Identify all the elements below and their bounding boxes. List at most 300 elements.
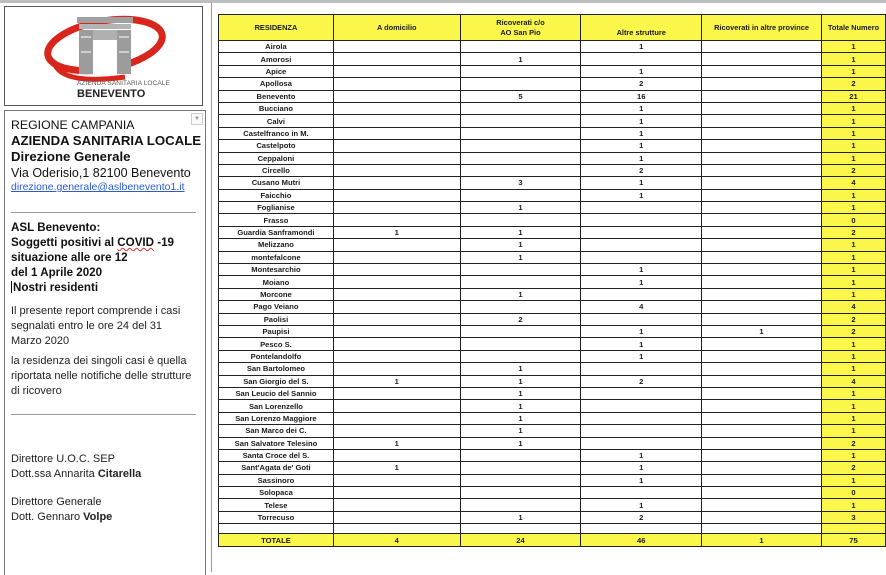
cell-ao-san-pio: 1: [460, 425, 581, 437]
table-row: [219, 239, 886, 251]
cell-altre-strutture: 16: [581, 90, 702, 102]
table-row: [219, 202, 886, 214]
report-title-line4: del 1 Aprile 2020: [11, 266, 103, 279]
cell-domicilio: 1: [333, 226, 460, 238]
cell-domicilio: [333, 276, 460, 288]
total-altre-strutture: 46: [581, 534, 702, 547]
cell-altre-province: [702, 189, 822, 201]
cell-ao-san-pio: [460, 152, 581, 164]
cell-residenza: Guardia Sanframondi: [219, 226, 334, 238]
cell-domicilio: [333, 177, 460, 189]
cell-altre-province: [702, 425, 822, 437]
cell-altre-strutture: 1: [581, 276, 702, 288]
panel-divider: [211, 3, 212, 572]
cell-altre-province: [702, 264, 822, 276]
cell-altre-province: [702, 177, 822, 189]
cell-altre-strutture: [581, 53, 702, 65]
total-totale: 75: [822, 534, 886, 547]
cell-altre-province: [702, 338, 822, 350]
cell-ao-san-pio: [460, 338, 581, 350]
cell-altre-province: [702, 462, 822, 474]
table-row: [219, 462, 886, 474]
table-row: [219, 387, 886, 399]
cell-domicilio: [333, 313, 460, 325]
cell-altre-strutture: [581, 288, 702, 300]
logo-text-line2: BENEVENTO: [77, 88, 146, 100]
cell-altre-province: [702, 437, 822, 449]
cell-totale: 1: [822, 202, 886, 214]
cell-altre-strutture: 1: [581, 325, 702, 337]
cell-totale: 2: [822, 313, 886, 325]
cell-residenza: San Lorenzo Maggiore: [219, 412, 334, 424]
table-row: [219, 363, 886, 375]
cell-domicilio: [333, 214, 460, 226]
cell-altre-province: [702, 102, 822, 114]
table-row: [219, 65, 886, 77]
cell-altre-province: [702, 127, 822, 139]
cell-totale: 1: [822, 499, 886, 511]
cell-totale: 1: [822, 140, 886, 152]
table-row: [219, 499, 886, 511]
cell-ao-san-pio: 1: [460, 437, 581, 449]
cell-altre-province: [702, 400, 822, 412]
cell-residenza: Amorosi: [219, 53, 334, 65]
agency-name: AZIENDA SANITARIA LOCALE: [11, 133, 201, 148]
cell-domicilio: [333, 164, 460, 176]
cell-altre-strutture: 1: [581, 462, 702, 474]
cell-ao-san-pio: [460, 65, 581, 77]
cell-altre-strutture: 2: [581, 375, 702, 387]
table-row-blank: [219, 524, 886, 534]
cell-ao-san-pio: 5: [460, 90, 581, 102]
signature-surname: Citarella: [97, 468, 142, 480]
empty-cell: [333, 524, 460, 534]
signature-dg: [11, 495, 206, 525]
cell-altre-strutture: 1: [581, 264, 702, 276]
cell-ao-san-pio: 1: [460, 511, 581, 523]
cell-ao-san-pio: [460, 189, 581, 201]
col-header-ao-san-pio-line1: Ricoverati c/o: [496, 17, 545, 27]
cell-residenza: Paupisi: [219, 325, 334, 337]
cell-altre-strutture: 1: [581, 65, 702, 77]
cell-residenza: Telese: [219, 499, 334, 511]
table-row: [219, 487, 886, 499]
table-row: [219, 425, 886, 437]
total-domicilio: 4: [333, 534, 460, 547]
table-row: [219, 474, 886, 486]
cell-altre-province: [702, 487, 822, 499]
empty-cell: [581, 524, 702, 534]
cell-altre-strutture: [581, 214, 702, 226]
cell-residenza: Santa Croce del S.: [219, 449, 334, 461]
cell-altre-strutture: [581, 202, 702, 214]
table-row: [219, 115, 886, 127]
cell-ao-san-pio: 1: [460, 400, 581, 412]
cell-domicilio: [333, 90, 460, 102]
cell-totale: 2: [822, 325, 886, 337]
cell-domicilio: [333, 301, 460, 313]
cell-residenza: San Marco dei C.: [219, 425, 334, 437]
cell-residenza: Paolisi: [219, 313, 334, 325]
cell-domicilio: [333, 78, 460, 90]
cell-totale: 1: [822, 65, 886, 77]
left-panel: [0, 3, 210, 572]
cell-altre-province: [702, 115, 822, 127]
divider: [11, 414, 196, 415]
cell-altre-province: [702, 214, 822, 226]
table-row: [219, 78, 886, 90]
report-title-residents: Nostri residenti: [13, 281, 99, 294]
cell-altre-province: [702, 276, 822, 288]
cell-domicilio: [333, 65, 460, 77]
cell-residenza: Apice: [219, 65, 334, 77]
cell-altre-strutture: [581, 437, 702, 449]
agency-address: Via Oderisio,1 82100 Benevento: [11, 166, 191, 180]
cell-altre-strutture: 2: [581, 511, 702, 523]
table-row: [219, 511, 886, 523]
cell-residenza: Torrecuso: [219, 511, 334, 523]
table-body: [219, 41, 886, 547]
cell-domicilio: [333, 338, 460, 350]
cell-domicilio: [333, 152, 460, 164]
cell-altre-province: [702, 226, 822, 238]
cell-altre-strutture: 2: [581, 78, 702, 90]
cell-ao-san-pio: [460, 449, 581, 461]
table-header-row: [219, 15, 886, 41]
empty-cell: [219, 524, 334, 534]
cell-residenza: Benevento: [219, 90, 334, 102]
report-title-covid: COVID: [117, 236, 155, 249]
cell-altre-strutture: [581, 425, 702, 437]
agency-header: [11, 117, 201, 194]
cell-altre-province: [702, 313, 822, 325]
cell-ao-san-pio: [460, 325, 581, 337]
cell-altre-strutture: [581, 239, 702, 251]
cell-ao-san-pio: 1: [460, 226, 581, 238]
arch-icon: [77, 17, 133, 74]
cell-altre-strutture: [581, 251, 702, 263]
cell-ao-san-pio: [460, 301, 581, 313]
cell-residenza: San Salvatore Telesino: [219, 437, 334, 449]
report-title-line1: ASL Benevento:: [11, 221, 101, 234]
cell-domicilio: [333, 202, 460, 214]
cell-altre-strutture: 1: [581, 449, 702, 461]
table-row: [219, 189, 886, 201]
table-row: [219, 288, 886, 300]
table-row: [219, 102, 886, 114]
cell-residenza: Ceppaloni: [219, 152, 334, 164]
cell-altre-strutture: 2: [581, 164, 702, 176]
cell-totale: 2: [822, 462, 886, 474]
signature-role-dg: Direttore Generale: [11, 496, 102, 508]
cell-ao-san-pio: [460, 474, 581, 486]
cell-domicilio: [333, 363, 460, 375]
table-row: [219, 90, 886, 102]
cell-altre-strutture: 4: [581, 301, 702, 313]
cell-altre-province: [702, 449, 822, 461]
cell-totale: 1: [822, 474, 886, 486]
cell-ao-san-pio: [460, 499, 581, 511]
cell-ao-san-pio: [460, 115, 581, 127]
cell-altre-strutture: 1: [581, 140, 702, 152]
cell-altre-strutture: 1: [581, 189, 702, 201]
cell-altre-strutture: [581, 487, 702, 499]
cell-domicilio: [333, 189, 460, 201]
cell-totale: 2: [822, 437, 886, 449]
table-row: [219, 251, 886, 263]
cell-domicilio: 1: [333, 375, 460, 387]
cell-residenza: Calvi: [219, 115, 334, 127]
asl-logo: [4, 6, 203, 106]
cell-domicilio: [333, 474, 460, 486]
cell-ao-san-pio: [460, 78, 581, 90]
cell-totale: 1: [822, 251, 886, 263]
cell-altre-strutture: 1: [581, 177, 702, 189]
cell-ao-san-pio: 2: [460, 313, 581, 325]
cell-residenza: San Leucio del Sannio: [219, 387, 334, 399]
report-title-line2: [11, 235, 206, 250]
cell-domicilio: [333, 387, 460, 399]
total-altre-province: 1: [702, 534, 822, 547]
cell-residenza: Pesco S.: [219, 338, 334, 350]
cell-ao-san-pio: [460, 127, 581, 139]
cell-altre-strutture: 1: [581, 102, 702, 114]
cell-ao-san-pio: [460, 487, 581, 499]
cell-ao-san-pio: 1: [460, 375, 581, 387]
info-text-box: [4, 110, 206, 575]
cell-totale: 1: [822, 102, 886, 114]
cell-altre-province: [702, 511, 822, 523]
table-row: [219, 313, 886, 325]
table-row: [219, 437, 886, 449]
cell-altre-province: [702, 90, 822, 102]
cell-totale: 1: [822, 425, 886, 437]
cell-altre-strutture: 1: [581, 127, 702, 139]
cell-domicilio: [333, 41, 460, 53]
report-title-number: -19: [154, 236, 174, 249]
cell-ao-san-pio: [460, 214, 581, 226]
cell-altre-province: [702, 164, 822, 176]
table-row: [219, 375, 886, 387]
divider: [11, 212, 196, 213]
table-row: [219, 177, 886, 189]
cell-ao-san-pio: [460, 41, 581, 53]
cell-domicilio: [333, 264, 460, 276]
table-row: [219, 301, 886, 313]
cell-ao-san-pio: [460, 350, 581, 362]
cell-residenza: montefalcone: [219, 251, 334, 263]
cell-residenza: Castelpoto: [219, 140, 334, 152]
table-row: [219, 264, 886, 276]
cell-domicilio: [333, 53, 460, 65]
cell-altre-province: [702, 78, 822, 90]
col-header-domicilio: A domicilio: [333, 15, 460, 41]
cell-residenza: Moiano: [219, 276, 334, 288]
cell-altre-province: [702, 301, 822, 313]
cell-residenza: Montesarchio: [219, 264, 334, 276]
cell-altre-province: [702, 412, 822, 424]
cell-residenza: Bucciano: [219, 102, 334, 114]
signature-name-sep: [11, 467, 206, 482]
cell-totale: 4: [822, 301, 886, 313]
cell-residenza: Castelfranco in M.: [219, 127, 334, 139]
cell-domicilio: [333, 325, 460, 337]
report-note-period: Il presente report comprende i casi segnalati entro le ore 24 del 31 Marzo 2020: [11, 305, 181, 347]
cell-residenza: San Giorgio del S.: [219, 375, 334, 387]
cell-totale: 4: [822, 177, 886, 189]
cell-ao-san-pio: 3: [460, 177, 581, 189]
cell-altre-strutture: 1: [581, 115, 702, 127]
cell-domicilio: [333, 140, 460, 152]
cell-totale: 1: [822, 350, 886, 362]
cell-domicilio: [333, 350, 460, 362]
cell-domicilio: [333, 102, 460, 114]
cell-residenza: Pontelandolfo: [219, 350, 334, 362]
cell-altre-strutture: 1: [581, 41, 702, 53]
cell-totale: 1: [822, 264, 886, 276]
cell-ao-san-pio: 1: [460, 387, 581, 399]
cell-domicilio: [333, 400, 460, 412]
cell-totale: 1: [822, 288, 886, 300]
cell-residenza: Faicchio: [219, 189, 334, 201]
table-total-row: [219, 534, 886, 547]
cell-altre-strutture: [581, 313, 702, 325]
cell-altre-province: [702, 53, 822, 65]
empty-cell: [702, 524, 822, 534]
cell-totale: 1: [822, 189, 886, 201]
cell-ao-san-pio: 1: [460, 412, 581, 424]
signature-prefix: Dott. Gennaro: [11, 511, 84, 523]
table-row: [219, 127, 886, 139]
cell-ao-san-pio: [460, 276, 581, 288]
table-row: [219, 412, 886, 424]
report-note-residence: la residenza dei singoli casi è quella riportata nelle notifiche delle strutture di ricovero: [11, 355, 192, 397]
cell-residenza: San Lorenzello: [219, 400, 334, 412]
table-row: [219, 214, 886, 226]
cell-totale: 1: [822, 127, 886, 139]
cell-domicilio: [333, 239, 460, 251]
signature-sep: [11, 452, 206, 482]
cell-totale: 0: [822, 214, 886, 226]
cell-ao-san-pio: [460, 264, 581, 276]
cell-altre-province: [702, 41, 822, 53]
cell-domicilio: [333, 127, 460, 139]
cell-totale: 2: [822, 78, 886, 90]
cell-totale: 2: [822, 226, 886, 238]
cell-residenza: Cusano Mutri: [219, 177, 334, 189]
cell-totale: 2: [822, 164, 886, 176]
agency-email-link[interactable]: direzione.generale@aslbenevento1.it: [11, 181, 185, 193]
cell-residenza: Morcone: [219, 288, 334, 300]
table-row: [219, 152, 886, 164]
col-header-ao-san-pio-line2: AO San Pio: [500, 27, 541, 37]
col-header-totale: Totale Numero: [822, 15, 886, 41]
cell-domicilio: [333, 251, 460, 263]
table-row: [219, 140, 886, 152]
cell-totale: 4: [822, 375, 886, 387]
cell-altre-province: [702, 152, 822, 164]
empty-cell: [460, 524, 581, 534]
cell-totale: 1: [822, 412, 886, 424]
cell-residenza: Airola: [219, 41, 334, 53]
cell-domicilio: 1: [333, 462, 460, 474]
cell-altre-province: [702, 350, 822, 362]
cell-totale: 1: [822, 363, 886, 375]
cell-residenza: Solopaca: [219, 487, 334, 499]
cell-totale: 1: [822, 53, 886, 65]
cell-residenza: Pago Veiano: [219, 301, 334, 313]
signature-surname: Volpe: [83, 511, 113, 523]
cell-altre-province: [702, 363, 822, 375]
table-row: [219, 164, 886, 176]
table-row: [219, 400, 886, 412]
cell-domicilio: [333, 487, 460, 499]
cell-totale: 1: [822, 387, 886, 399]
cell-altre-province: [702, 387, 822, 399]
cell-domicilio: [333, 425, 460, 437]
cell-residenza: Sassinoro: [219, 474, 334, 486]
cell-ao-san-pio: 1: [460, 363, 581, 375]
signature-role-sep: Direttore U.O.C. SEP: [11, 453, 115, 465]
col-header-ao-san-pio: [460, 15, 581, 41]
cell-totale: 21: [822, 90, 886, 102]
cell-domicilio: [333, 511, 460, 523]
cell-residenza: Frasso: [219, 214, 334, 226]
cell-altre-province: [702, 474, 822, 486]
cell-ao-san-pio: 1: [460, 53, 581, 65]
region-name: REGIONE CAMPANIA: [11, 118, 135, 132]
cell-altre-province: [702, 499, 822, 511]
table-row: [219, 226, 886, 238]
cell-totale: 1: [822, 239, 886, 251]
cell-totale: 1: [822, 338, 886, 350]
table-row: [219, 449, 886, 461]
cell-altre-province: [702, 140, 822, 152]
cell-altre-province: [702, 288, 822, 300]
cell-residenza: San Bartolomeo: [219, 363, 334, 375]
cell-totale: 1: [822, 276, 886, 288]
cell-ao-san-pio: [460, 164, 581, 176]
table-row: [219, 338, 886, 350]
signature-prefix: Dott.ssa Annarita: [11, 468, 98, 480]
cell-domicilio: [333, 412, 460, 424]
cell-altre-province: [702, 65, 822, 77]
cell-altre-province: [702, 202, 822, 214]
cell-residenza: Sant'Agata de' Goti: [219, 462, 334, 474]
text-cursor: [11, 281, 12, 293]
cell-domicilio: [333, 449, 460, 461]
cell-totale: 1: [822, 115, 886, 127]
dropdown-arrow-icon[interactable]: ▼: [191, 113, 203, 125]
cell-ao-san-pio: 1: [460, 251, 581, 263]
report-title: [11, 220, 206, 295]
cell-altre-strutture: [581, 412, 702, 424]
cell-altre-strutture: 1: [581, 350, 702, 362]
cell-totale: 1: [822, 400, 886, 412]
report-title-line5: [11, 280, 206, 295]
cell-altre-province: [702, 239, 822, 251]
cell-residenza: Foglianise: [219, 202, 334, 214]
report-title-line3: situazione alle ore 12: [11, 251, 128, 264]
total-label: TOTALE: [219, 534, 334, 547]
cell-altre-strutture: [581, 226, 702, 238]
cell-totale: 0: [822, 487, 886, 499]
cell-altre-strutture: [581, 363, 702, 375]
cell-residenza: Circello: [219, 164, 334, 176]
cell-totale: 3: [822, 511, 886, 523]
table-row: [219, 41, 886, 53]
cell-domicilio: [333, 288, 460, 300]
